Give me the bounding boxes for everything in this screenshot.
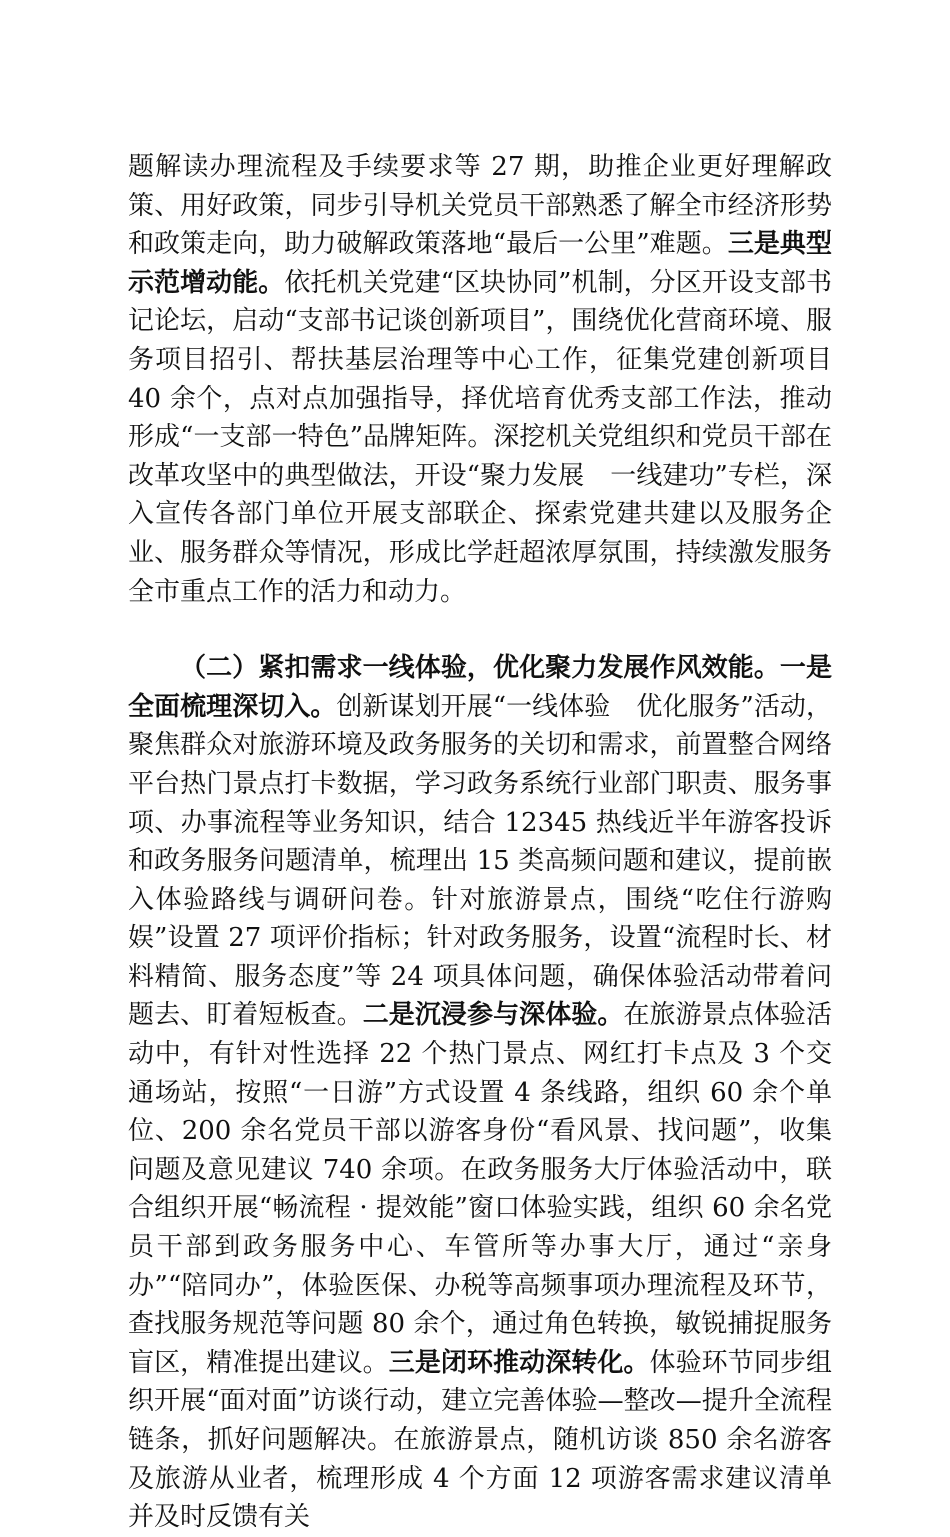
document-body <box>128 148 832 1537</box>
bold-heading: 二是沉浸参与深体验。 <box>362 1000 624 1031</box>
paragraph-1 <box>128 148 832 611</box>
bold-heading: 三是闭环推动深转化。 <box>388 1347 650 1378</box>
text-run: 在旅游景点体验活动中，有针对性选择 22 个热门景点、网红打卡点及 3 个交通场站，按照“一日游”方式设置 4 条线路，组织 60 余个单位、200 余名党员干部以游客身份“看风景、找问题”，收集问题及意见建议 740 余项。在政务服务大厅体验活动中，联合组织开展“畅流程 · 提效能”窗口体验实践，组织 60 余名党员干部到政务服务中心、车管所等办事大厅，通过“亲身办”“陪同办”，体验医保、办税等高频事项办理流程及环节，查找服务规范等问题 80 余个，通过角色转换，敏锐捕捉服务盲区，精准提出建议。 <box>128 1000 832 1378</box>
text-run: 创新谋划开展“一线体验 优化服务”活动，聚焦群众对旅游环境及政务服务的关切和需求，前置整合网络平台热门景点打卡数据，学习政务系统行业部门职责、服务事项、办事流程等业务知识，结合 12345 热线近半年游客投诉和政务服务问题清单，梳理出 15 类高频问题和建议，提前嵌入体验路线与调研问卷。针对旅游景点，围绕“吃住行游购娱”设置 27 项评价指标；针对政务服务，设置“流程时长、材料精简、服务态度”等 24 项具体问题，确保体验活动带着问题去、盯着短板查。 <box>128 691 832 1031</box>
text-run: 体验环节同步组织开展“面对面”访谈行动，建立完善体验—整改—提升全流程链条，抓好问题解决。在旅游景点，随机访谈 850 余名游客及旅游从业者，梳理形成 4 个方面 12 项游客需求建议清单并及时反馈有关 <box>128 1347 832 1533</box>
text-run: 题解读办理流程及手续要求等 27 期，助推企业更好理解政策、用好政策，同步引导机关党员干部熟悉了解全市经济形势和政策走向，助力破解政策落地“最后一公里”难题。 <box>128 152 832 260</box>
paragraph-2 <box>128 649 832 1537</box>
text-run: 依托机关党建“区块协同”机制，分区开设支部书记论坛，启动“支部书记谈创新项目”，围绕优化营商环境、服务项目招引、帮扶基层治理等中心工作，征集党建创新项目 40 余个，点对点加强指导，择优培育优秀支部工作法，推动形成“一支部一特色”品牌矩阵。深挖机关党组织和党员干部在改革攻坚中的典型做法，开设“聚力发展 一线建功”专栏，深入宣传各部门单位开展支部联企、探索党建共建以及服务企业、服务群众等情况，形成比学赶超浓厚氛围，持续激发服务全市重点工作的活力和动力。 <box>128 267 832 607</box>
bold-heading: 三是典型示范增动能。 <box>128 229 832 298</box>
section-heading: （二）紧扣需求一线体验，优化聚力发展作风效能。一是全面梳理深切入。 <box>128 653 832 722</box>
